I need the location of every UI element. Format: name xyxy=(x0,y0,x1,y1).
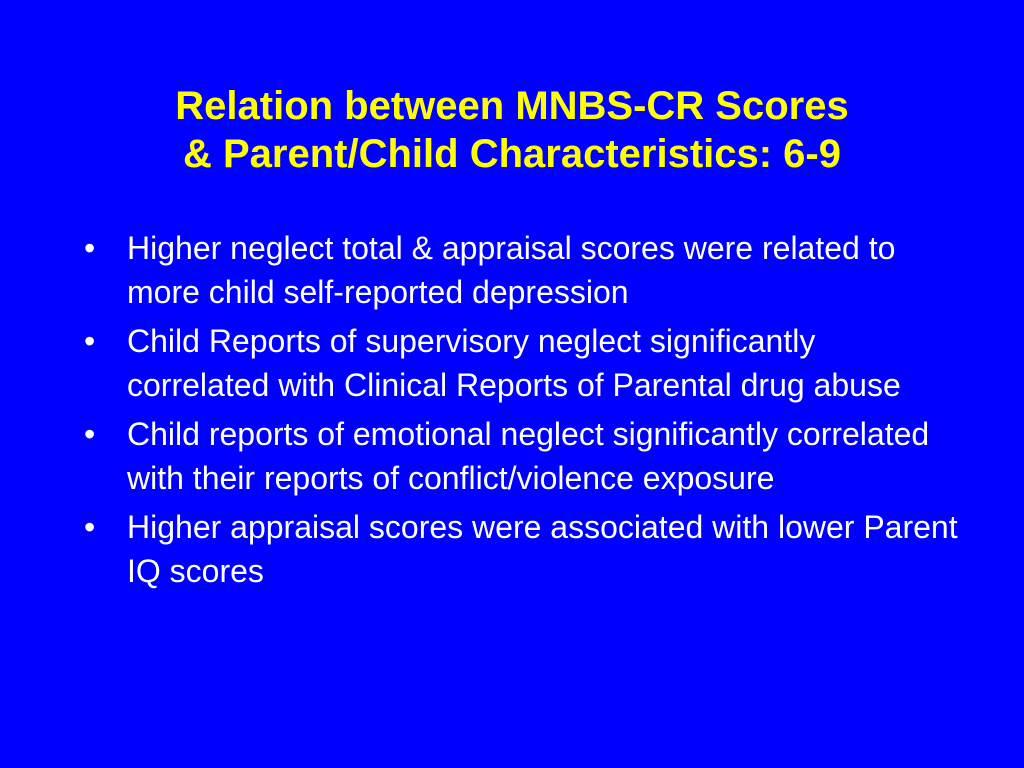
bullet-item-1 xyxy=(84,226,964,314)
bullet-item-4 xyxy=(84,505,964,593)
bullet-item-2 xyxy=(84,319,964,407)
bullet-text-4: Higher appraisal scores were associated with lower Parent IQ scores xyxy=(127,509,958,589)
bullet-icon: • xyxy=(84,230,96,266)
bullet-text-2: Child Reports of supervisory neglect significantly correlated with Clinical Reports of Parental drug abuse xyxy=(127,323,901,403)
bullet-icon: • xyxy=(84,416,96,452)
bullet-icon: • xyxy=(84,323,96,359)
bullet-icon: • xyxy=(84,509,96,545)
bullet-text-1: Higher neglect total & appraisal scores were related to more child self-reported depression xyxy=(127,230,896,310)
bullet-list xyxy=(84,226,964,598)
bullet-item-3 xyxy=(84,412,964,500)
slide-title xyxy=(60,82,964,178)
title-line-2: & Parent/Child Characteristics: 6-9 xyxy=(183,132,841,176)
bullet-text-3: Child reports of emotional neglect significantly correlated with their reports of conflict/violence exposure xyxy=(127,416,930,496)
title-line-1: Relation between MNBS-CR Scores xyxy=(175,84,849,128)
